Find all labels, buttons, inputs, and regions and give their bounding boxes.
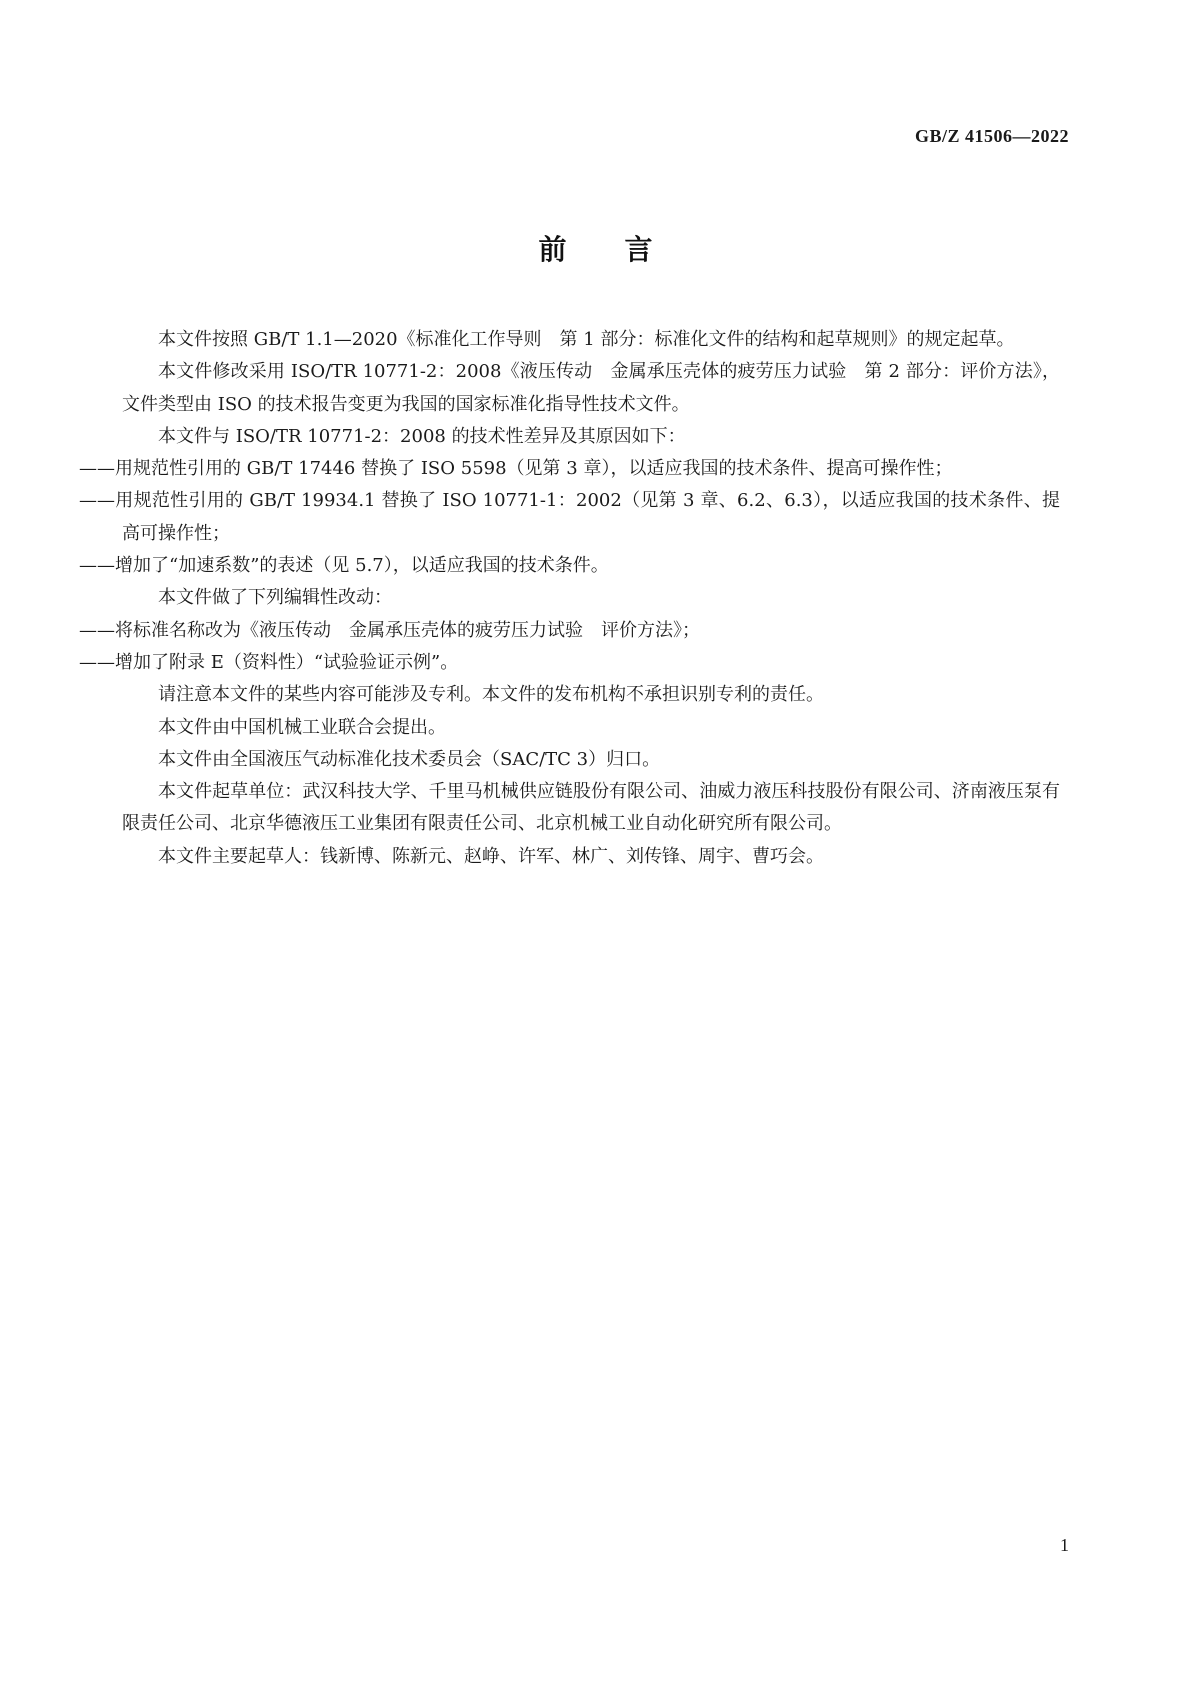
list-item-editorial-change: ——增加了附录 E（资料性）“试验验证示例”。 [79,651,459,673]
paragraph-adoption: 本文件修改采用 ISO/TR 10771-2：2008《液压传动 金属承压壳体的疲劳压力试验 第 2 部分：评价方法》，文件类型由 ISO 的技术报告变更为我国的国家标准化指导性技术文件。 [122,361,1060,415]
standard-code: GB/Z 41506—2022 [914,126,1069,146]
paragraph-editorial-changes-intro: 本文件做了下列编辑性改动： [158,587,392,609]
list-item-technical-difference: ——用规范性引用的 GB/T 17446 替换了 ISO 5598（见第 3 章），以适应我国的技术条件、提高可操作性； [79,458,953,480]
paragraph-drafters: 本文件主要起草人：钱新博、陈新元、赵峥、许军、林广、刘传锋、周宇、曹巧会。 [158,845,824,867]
paragraph-drafting-organizations: 本文件起草单位：武汉科技大学、千里马机械供应链股份有限公司、油威力液压科技股份有限公司、济南液压泵有限责任公司、北京华德液压工业集团有限责任公司、北京机械工业自动化研究所有限公司。 [122,781,1060,835]
paragraph-drafting-rules: 本文件按照 GB/T 1.1—2020《标准化工作导则 第 1 部分：标准化文件的结构和起草规则》的规定起草。 [158,329,1015,350]
paragraph-technical-committee: 本文件由全国液压气动标准化技术委员会（SAC/TC 3）归口。 [158,748,661,770]
paragraph-technical-differences-intro: 本文件与 ISO/TR 10771-2：2008 的技术性差异及其原因如下： [158,425,686,447]
foreword-body [79,324,1060,873]
list-item-technical-difference: ——用规范性引用的 GB/T 19934.1 替换了 ISO 10771-1：2002（见第 3 章、6.2、6.3），以适应我国的技术条件、提高可操作性； [79,490,1060,544]
page-number: 1 [1060,1535,1069,1555]
list-item-technical-difference: ——增加了“加速系数”的表述（见 5.7），以适应我国的技术条件。 [79,555,609,577]
list-item-editorial-change: ——将标准名称改为《液压传动 金属承压壳体的疲劳压力试验 评价方法》； [79,619,700,641]
paragraph-proposer: 本文件由中国机械工业联合会提出。 [158,716,446,738]
page-title: 前言 [538,233,711,266]
paragraph-patent-notice: 请注意本文件的某些内容可能涉及专利。本文件的发布机构不承担识别专利的责任。 [158,684,824,706]
